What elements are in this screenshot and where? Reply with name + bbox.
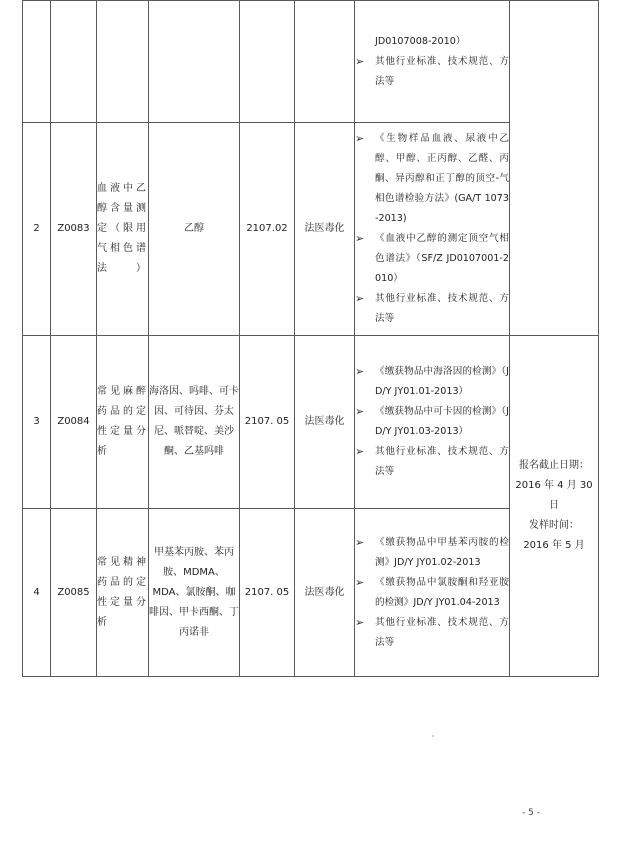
- cell-code: [51, 1, 97, 123]
- ship-value: 2016 年 5 月: [523, 540, 585, 551]
- cell-standards: [355, 336, 510, 509]
- standard-text: 其他行业标准、技术规范、方法等: [375, 55, 509, 87]
- standard-item: [355, 362, 509, 402]
- standard-item: [355, 573, 509, 613]
- registration-note: [510, 336, 599, 677]
- arrow-bullet-icon: ➢: [355, 365, 365, 378]
- standard-item: [355, 129, 509, 229]
- cell-no: [23, 1, 51, 123]
- ship-label: 发样时间：: [529, 520, 579, 531]
- standard-item: [355, 402, 509, 442]
- table-row: [23, 336, 599, 509]
- class-code: 2107. 05: [240, 509, 295, 677]
- deadline-label: 报名截止日期：: [519, 460, 589, 471]
- standard-text: 《缴获物品中甲基苯丙胺的检测》JD/Y JY01.02-2013: [375, 536, 509, 568]
- cell-standards: [355, 509, 510, 677]
- sample-content: 甲基苯丙胺、苯丙胺、MDMA、MDA、氯胺酮、咖啡因、甲卡西酮、丁丙诺非: [149, 509, 240, 677]
- standard-text: JD0107008-2010）: [375, 35, 466, 47]
- class-code: 2107. 05: [240, 336, 295, 509]
- arrow-bullet-icon: ➢: [355, 132, 365, 145]
- standard-item: [355, 613, 509, 653]
- standard-text: 《缴获物品中可卡因的检测》（JD/Y JY01.03-2013）: [375, 406, 509, 437]
- cell-note: [510, 1, 599, 336]
- sample-content: 海洛因、吗啡、可卡因、可待因、芬太尼、哌替啶、美沙酮、乙基吗啡: [149, 336, 240, 509]
- cell-standards: [355, 1, 510, 123]
- arrow-bullet-icon: ➢: [355, 615, 365, 629]
- category: 法医毒化: [295, 509, 355, 677]
- scan-speck: [432, 735, 434, 737]
- arrow-bullet-icon: ➢: [355, 292, 365, 305]
- standard-text: 其他行业标准、技术规范、方法等: [375, 293, 509, 324]
- item-name: 血液中乙醇含量测定（限用气相色谱法）: [97, 123, 149, 336]
- arrow-bullet-icon: ➢: [355, 445, 365, 458]
- item-code: Z0085: [51, 509, 97, 677]
- item-code: Z0084: [51, 336, 97, 509]
- row-number: 2: [23, 123, 51, 336]
- standard-text: 《血液中乙醇的测定顶空气相色谱法》（SF/Z JD0107001-2010）: [375, 233, 509, 284]
- deadline-value: 2016 年 4 月 30 日: [515, 480, 593, 511]
- item-code: Z0083: [51, 123, 97, 336]
- standard-item: [355, 533, 509, 573]
- arrow-bullet-icon: ➢: [355, 405, 365, 418]
- row-number: 3: [23, 336, 51, 509]
- standard-text: 《缴获物品中海洛因的检测》（JD/Y JY01.01-2013）: [375, 366, 509, 397]
- arrow-bullet-icon: ➢: [355, 575, 365, 589]
- standard-text: 《生物样品血液、尿液中乙醇、甲醇、正丙醇、乙醛、丙酮、异丙醇和正丁醇的顶空-气相色谱检验方法》(GA/T 1073-2013): [375, 133, 509, 224]
- cell-class-code: [240, 1, 295, 123]
- standard-item: [355, 32, 509, 52]
- standard-item: [355, 52, 509, 92]
- standard-text: 其他行业标准、技术规范、方法等: [375, 446, 509, 477]
- row-number: 4: [23, 509, 51, 677]
- page-number: - 5 -: [522, 808, 540, 818]
- continuation-row: [23, 1, 599, 123]
- arrow-bullet-icon: ➢: [355, 535, 365, 549]
- standard-text: 其他行业标准、技术规范、方法等: [375, 616, 509, 648]
- arrow-bullet-icon: ➢: [355, 54, 365, 68]
- cell-name: [97, 1, 149, 123]
- standard-item: [355, 229, 509, 289]
- arrow-bullet-icon: ➢: [355, 232, 365, 245]
- cell-sample: [149, 1, 240, 123]
- standard-text: 《缴获物品中氯胺酮和羟亚胺的检测》JD/Y JY01.04-2013: [375, 576, 509, 608]
- sample-content: 乙醇: [149, 123, 240, 336]
- item-name: 常见麻醉药品的定性定量分析: [97, 336, 149, 509]
- standard-item: [355, 289, 509, 329]
- item-name: 常见精神药品的定性定量分析: [97, 509, 149, 677]
- category: 法医毒化: [295, 336, 355, 509]
- category: 法医毒化: [295, 123, 355, 336]
- proficiency-test-table: [22, 0, 598, 677]
- standard-item: [355, 442, 509, 482]
- cell-standards: [355, 123, 510, 336]
- class-code: 2107.02: [240, 123, 295, 336]
- cell-category: [295, 1, 355, 123]
